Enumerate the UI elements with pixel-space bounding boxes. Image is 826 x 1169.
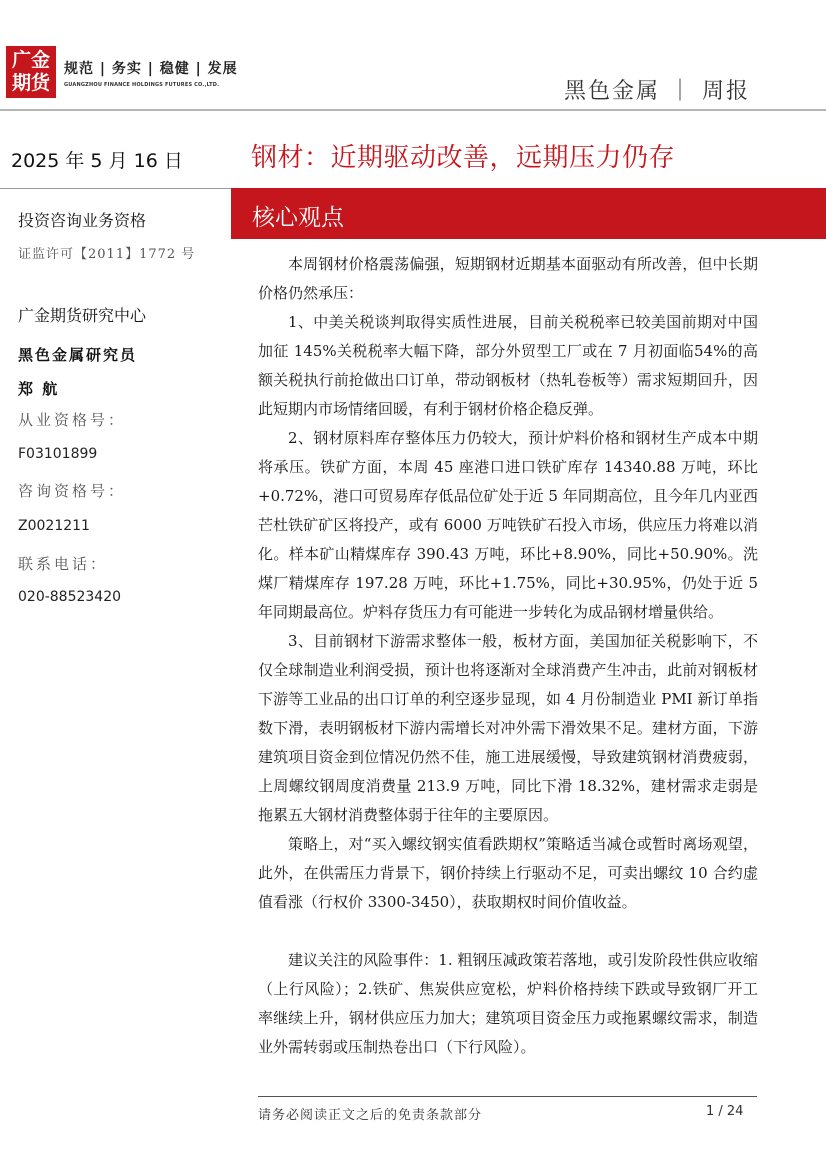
- analyst-name: 郑 航: [18, 380, 60, 398]
- paragraph-point-1: 1、中美关税谈判取得实质性进展，目前关税税率已较美国前期对中国加征 145%关税税率大幅下降，部分外贸型工厂或在 7 月初面临54%的高额关税执行前抢做出口订单，带动钢板材（热轧卷板等）需求短期回升，因此短期内市场情绪回暖，有利于钢材价格企稳反弹。: [258, 313, 758, 418]
- company-slogan: 规范 | 务实 | 稳健 | 发展: [64, 61, 238, 77]
- paragraph-strategy: 策略上，对“买入螺纹钢实值看跌期权”策略适当减仓或暂时离场观望，此外，在供需压力背景下，钢价持续上行驱动不足，可卖出螺纹 10 合约虚值看涨（行权价 3300-3450），获取期权时间价值收益。: [258, 835, 758, 911]
- practice-label: 从业资格号：: [18, 411, 127, 429]
- research-center: 广金期货研究中心: [18, 306, 147, 325]
- footer-divider: [258, 1096, 757, 1097]
- report-category: 黑色金属 ｜ 周报: [564, 79, 750, 104]
- company-logo: [6, 46, 56, 98]
- consult-number: Z0021211: [18, 518, 90, 534]
- logo-text-line2: 期货: [11, 72, 50, 94]
- company-english-name: GUANGZHOU FINANCE HOLDINGS FUTURES CO.,LTD.: [64, 82, 220, 88]
- report-title: 钢材：近期驱动改善，远期压力仍存: [251, 143, 676, 173]
- section-header-bar: [231, 188, 826, 239]
- paragraph-intro: 本周钢材价格震荡偏强，短期钢材近期基本面驱动有所改善，但中长期价格仍然承压：: [258, 255, 758, 302]
- logo-text-line1: 广金: [11, 49, 50, 71]
- license-number: 证监许可【2011】1772 号: [18, 247, 196, 262]
- phone-number: 020-88523420: [18, 589, 122, 605]
- header-divider: [0, 109, 826, 111]
- phone-label: 联系电话：: [18, 555, 109, 573]
- paragraph-point-3: 3、目前钢材下游需求整体一般，板材方面，美国加征关税影响下，不仅全球制造业利润受损，预计也将逐渐对全球消费产生冲击，此前对钢板材下游等工业品的出口订单的利空逐步显现，如 4 月份制造业 PMI 新订单指数下滑，表明钢板材下游内需增长对冲外需下滑效果不足。建材方面，下游建筑项目资金到位情况仍然不佳，施工进展缓慢，导致建筑钢材消费疲弱，上周螺纹钢周度消费量 213.9 万吨，同比下滑 18.32%，建材需求走弱是拖累五大钢材消费整体弱于往年的主要原因。: [258, 632, 758, 824]
- qualification-title: 投资咨询业务资格: [18, 211, 147, 230]
- analyst-role: 黑色金属研究员: [18, 346, 138, 364]
- practice-number: F03101899: [18, 446, 98, 462]
- paragraph-risks: 建议关注的风险事件：1. 粗钢压减政策若落地，或引发阶段性供应收缩（上行风险）；2.铁矿、焦炭供应宽松，炉料价格持续下跌或导致钢厂开工率继续上升，钢材供应压力加大；建筑项目资金压力或拖累螺纹需求，制造业外需转弱或压制热卷出口（下行风险）。: [258, 951, 758, 1056]
- footer-disclaimer: 请务必阅读正文之后的免责条款部分: [258, 1108, 483, 1123]
- section-title: 核心观点: [252, 205, 344, 231]
- report-date: 2025 年 5 月 16 日: [11, 150, 183, 172]
- paragraph-point-2: 2、钢材原料库存整体压力仍较大，预计炉料价格和钢材生产成本中期将承压。铁矿方面，本周 45 座港口进口铁矿库存 14340.88 万吨，环比+0.72%，港口可贸易库存低品位矿处于近 5 年同期高位，且今年几内亚西芒杜铁矿矿区将投产，或有 6000 万吨铁矿石投入市场，供应压力将难以消化。样本矿山精煤库存 390.43 万吨，环比+8.90%，同比+50.90%。洗煤厂精煤库存 197.28 万吨，环比+1.75%，同比+30.95%，仍处于近 5 年同期最高位。炉料存货压力有可能进一步转化为成品钢材增量供给。: [258, 429, 758, 621]
- consult-label: 咨询资格号：: [18, 482, 127, 500]
- page-number: 1 / 24: [706, 1104, 744, 1119]
- core-view-content: [258, 250, 758, 1062]
- sidebar-divider: [0, 188, 231, 189]
